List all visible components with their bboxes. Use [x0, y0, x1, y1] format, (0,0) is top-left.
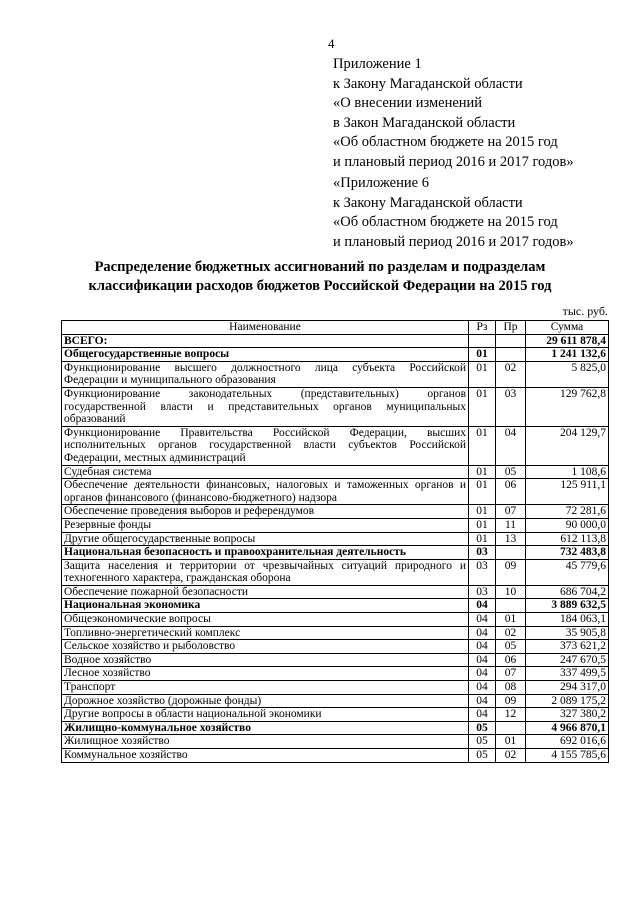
row-name-cell: Топливно-энергетический комплекс [62, 626, 469, 640]
row-pr-cell [496, 721, 526, 735]
row-sum-cell: 29 611 878,4 [526, 334, 609, 348]
row-name-cell: Транспорт [62, 681, 469, 695]
row-sum-cell: 1 108,6 [526, 465, 609, 479]
row-name-cell: Обеспечение пожарной безопасности [62, 585, 469, 599]
row-rz-cell: 05 [469, 721, 496, 735]
header-rz: Рз [469, 321, 496, 335]
table-row [62, 361, 609, 387]
row-rz-cell: 01 [469, 518, 496, 532]
table-row [62, 721, 609, 735]
row-rz-cell: 04 [469, 694, 496, 708]
row-rz-cell: 04 [469, 708, 496, 722]
table-row [62, 585, 609, 599]
appendix-6-block [333, 174, 574, 252]
row-name-cell: Жилищно-коммунальное хозяйство [62, 721, 469, 735]
row-name-cell: Функционирование высшего должностного лица субъекта Российской Федерации и муниципального образования [62, 361, 469, 387]
row-sum-cell: 337 499,5 [526, 667, 609, 681]
appendix-1-line: в Закон Магаданской области [333, 114, 516, 131]
row-pr-cell: 02 [496, 361, 526, 387]
row-pr-cell: 05 [496, 465, 526, 479]
units-label: тыс. руб. [562, 304, 608, 318]
row-name-cell: Сельское хозяйство и рыболовство [62, 640, 469, 654]
row-sum-cell: 3 889 632,5 [526, 599, 609, 613]
row-name-cell: Судебная система [62, 465, 469, 479]
row-rz-cell: 04 [469, 640, 496, 654]
row-rz-cell: 01 [469, 532, 496, 546]
row-pr-cell [496, 334, 526, 348]
header-pr: Пр [496, 321, 526, 335]
row-name-cell: Общегосударственные вопросы [62, 348, 469, 362]
row-pr-cell: 04 [496, 426, 526, 465]
row-pr-cell: 07 [496, 667, 526, 681]
row-sum-cell: 90 000,0 [526, 518, 609, 532]
row-rz-cell: 04 [469, 626, 496, 640]
row-pr-cell: 06 [496, 653, 526, 667]
row-pr-cell: 01 [496, 735, 526, 749]
table-row [62, 735, 609, 749]
row-pr-cell: 13 [496, 532, 526, 546]
row-pr-cell [496, 599, 526, 613]
row-pr-cell: 08 [496, 681, 526, 695]
row-sum-cell: 327 380,2 [526, 708, 609, 722]
row-name-cell: Другие общегосударственные вопросы [62, 532, 469, 546]
row-name-cell: Функционирование законодательных (представительных) органов государственной власти и представительных органов муниципальных образований [62, 387, 469, 426]
row-pr-cell [496, 348, 526, 362]
row-sum-cell: 692 016,6 [526, 735, 609, 749]
row-name-cell: Обеспечение деятельности финансовых, налоговых и таможенных органов и органов финансового (финансово-бюджетного) надзора [62, 479, 469, 505]
row-rz-cell: 03 [469, 559, 496, 585]
table-row [62, 387, 609, 426]
row-name-cell: Национальная экономика [62, 599, 469, 613]
row-pr-cell: 09 [496, 559, 526, 585]
row-rz-cell: 01 [469, 348, 496, 362]
row-name-cell: Общеэкономические вопросы [62, 613, 469, 627]
row-pr-cell: 10 [496, 585, 526, 599]
appendix-1-line: «Об областном бюджете на 2015 год [333, 134, 558, 151]
row-pr-cell: 01 [496, 613, 526, 627]
row-sum-cell: 612 113,8 [526, 532, 609, 546]
row-name-cell: Обеспечение проведения выборов и референдумов [62, 505, 469, 519]
row-name-cell: Резервные фонды [62, 518, 469, 532]
row-name-cell: Дорожное хозяйство (дорожные фонды) [62, 694, 469, 708]
row-name-cell: ВСЕГО: [62, 334, 469, 348]
appendix-1-line: «О внесении изменений [333, 95, 483, 112]
table-row [62, 599, 609, 613]
row-pr-cell: 03 [496, 387, 526, 426]
table-row [62, 708, 609, 722]
row-sum-cell: 45 779,6 [526, 559, 609, 585]
table-row [62, 640, 609, 654]
row-rz-cell: 01 [469, 426, 496, 465]
row-sum-cell: 184 063,1 [526, 613, 609, 627]
row-name-cell: Коммунальное хозяйство [62, 749, 469, 763]
row-rz-cell: 01 [469, 465, 496, 479]
title-line: Распределение бюджетных ассигнований по разделам и подразделам [94, 259, 546, 275]
table-row [62, 518, 609, 532]
row-rz-cell: 01 [469, 479, 496, 505]
row-sum-cell: 686 704,2 [526, 585, 609, 599]
row-name-cell: Другие вопросы в области национальной экономики [62, 708, 469, 722]
table-body [62, 334, 609, 762]
row-rz-cell: 04 [469, 599, 496, 613]
table-row [62, 546, 609, 560]
row-sum-cell: 4 155 785,6 [526, 749, 609, 763]
row-name-cell: Национальная безопасность и правоохранительная деятельность [62, 546, 469, 560]
row-rz-cell: 04 [469, 613, 496, 627]
appendix-1-line: Приложение 1 [333, 56, 422, 72]
budget-table [61, 320, 609, 763]
row-rz-cell: 03 [469, 585, 496, 599]
table-row [62, 532, 609, 546]
appendix-6-line: и плановый период 2016 и 2017 годов» [333, 233, 574, 250]
appendix-1-line: к Закону Магаданской области [333, 75, 523, 92]
appendix-6-line: «Об областном бюджете на 2015 год [333, 214, 558, 231]
row-rz-cell [469, 334, 496, 348]
table-row [62, 348, 609, 362]
table-row [62, 465, 609, 479]
table-row [62, 626, 609, 640]
row-sum-cell: 204 129,7 [526, 426, 609, 465]
row-pr-cell: 05 [496, 640, 526, 654]
row-rz-cell: 04 [469, 681, 496, 695]
table-row [62, 667, 609, 681]
row-pr-cell: 11 [496, 518, 526, 532]
table-row [62, 681, 609, 695]
row-sum-cell: 373 621,2 [526, 640, 609, 654]
row-rz-cell: 05 [469, 735, 496, 749]
appendix-1-line: и плановый период 2016 и 2017 годов» [333, 153, 574, 170]
row-rz-cell: 04 [469, 667, 496, 681]
row-sum-cell: 247 670,5 [526, 653, 609, 667]
appendix-1-block [333, 55, 574, 173]
row-rz-cell: 04 [469, 653, 496, 667]
row-pr-cell: 02 [496, 749, 526, 763]
row-name-cell: Водное хозяйство [62, 653, 469, 667]
row-name-cell: Функционирование Правительства Российской Федерации, высших исполнительных органов государственной власти субъектов Российской Федерации, местных администраций [62, 426, 469, 465]
row-pr-cell [496, 546, 526, 560]
row-sum-cell: 35 905,8 [526, 626, 609, 640]
row-pr-cell: 12 [496, 708, 526, 722]
row-sum-cell: 2 089 175,2 [526, 694, 609, 708]
row-sum-cell: 125 911,1 [526, 479, 609, 505]
row-sum-cell: 294 317,0 [526, 681, 609, 695]
header-name: Наименование [62, 321, 469, 335]
row-sum-cell: 1 241 132,6 [526, 348, 609, 362]
page-number: 4 [328, 36, 335, 51]
row-name-cell: Защита населения и территории от чрезвычайных ситуаций природного и техногенного характера, гражданская оборона [62, 559, 469, 585]
row-name-cell: Жилищное хозяйство [62, 735, 469, 749]
row-pr-cell: 07 [496, 505, 526, 519]
row-rz-cell: 03 [469, 546, 496, 560]
header-sum: Сумма [526, 321, 609, 335]
document-title [0, 258, 640, 296]
table-row [62, 334, 609, 348]
row-pr-cell: 09 [496, 694, 526, 708]
table-row [62, 653, 609, 667]
row-rz-cell: 01 [469, 361, 496, 387]
appendix-6-line: «Приложение 6 [333, 175, 429, 191]
table-row [62, 559, 609, 585]
row-sum-cell: 72 281,6 [526, 505, 609, 519]
row-rz-cell: 01 [469, 387, 496, 426]
table-row [62, 613, 609, 627]
row-sum-cell: 5 825,0 [526, 361, 609, 387]
table-row [62, 505, 609, 519]
row-sum-cell: 732 483,8 [526, 546, 609, 560]
table-row [62, 479, 609, 505]
row-pr-cell: 06 [496, 479, 526, 505]
row-name-cell: Лесное хозяйство [62, 667, 469, 681]
row-rz-cell: 01 [469, 505, 496, 519]
table-row [62, 694, 609, 708]
row-pr-cell: 02 [496, 626, 526, 640]
title-line: классификации расходов бюджетов Российской Федерации на 2015 год [88, 278, 552, 294]
table-row [62, 749, 609, 763]
row-rz-cell: 05 [469, 749, 496, 763]
row-sum-cell: 129 762,8 [526, 387, 609, 426]
table-row [62, 426, 609, 465]
appendix-6-line: к Закону Магаданской области [333, 194, 523, 211]
table-header-row [62, 321, 609, 335]
row-sum-cell: 4 966 870,1 [526, 721, 609, 735]
